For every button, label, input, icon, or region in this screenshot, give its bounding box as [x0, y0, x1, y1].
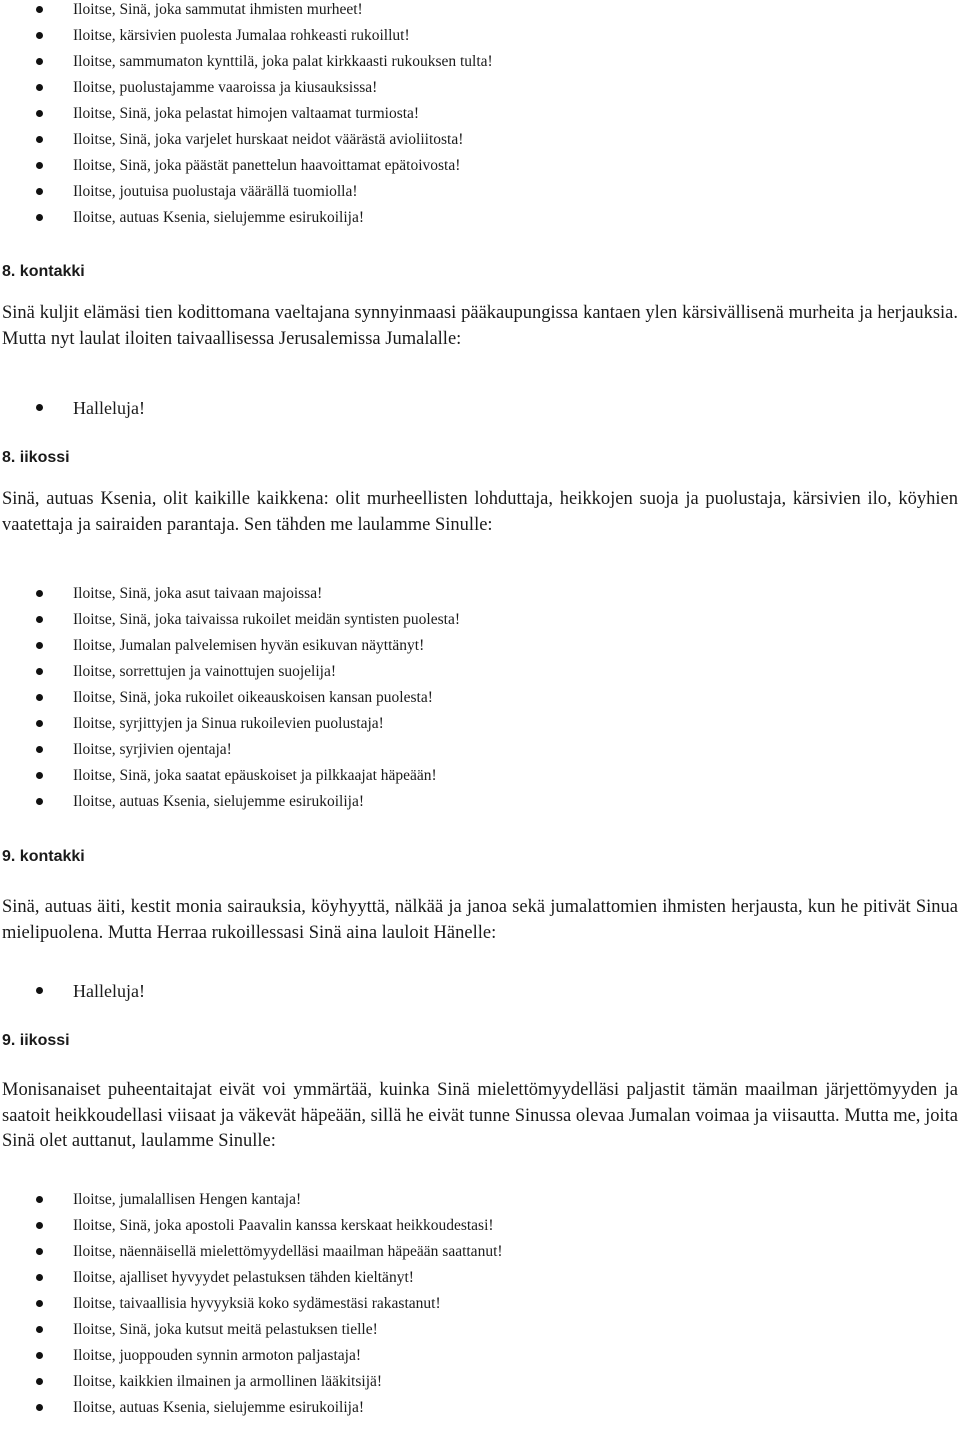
- bullet-icon: [36, 136, 43, 143]
- list-item: [0, 127, 960, 153]
- list-item-text: Iloitse, Sinä, joka pelastat himojen valtaamat turmiosta!: [73, 105, 420, 122]
- bullet-icon: [36, 110, 43, 117]
- bullet-icon: [36, 720, 43, 727]
- list-item-text: Iloitse, näennäisellä mielettömyydelläsi maailman häpeään saattanut!: [73, 1243, 503, 1260]
- list-item: [0, 153, 960, 179]
- list-item-text: Iloitse, sorrettujen ja vainottujen suojelija!: [73, 663, 337, 680]
- bullet-icon: [36, 1196, 43, 1203]
- list-item-text: Iloitse, Sinä, joka saatat epäuskoiset ja pilkkaajat häpeään!: [73, 767, 437, 784]
- list-item-text: Iloitse, taivaallisia hyvyyksiä koko sydämestäsi rakastanut!: [73, 1295, 441, 1312]
- list-item-text: Iloitse, joutuisa puolustaja väärällä tuomiolla!: [73, 183, 358, 200]
- list-item-text: Iloitse, Sinä, joka päästät panettelun haavoittamat epätoivosta!: [73, 157, 461, 174]
- bullet-icon: [36, 590, 43, 597]
- bullet-icon: [36, 58, 43, 65]
- bullet-icon: [36, 6, 43, 13]
- list-item: [0, 179, 960, 205]
- list-item: [0, 789, 960, 815]
- list-item: [0, 633, 960, 659]
- list-item-text: Iloitse, Sinä, joka asut taivaan majoissa!: [73, 585, 323, 602]
- list-item-text: Iloitse, autuas Ksenia, sielujemme esirukoilija!: [73, 209, 364, 226]
- list-item: [0, 737, 960, 763]
- list-item-text: Iloitse, juoppouden synnin armoton paljastaja!: [73, 1347, 361, 1364]
- intro-bullet-list: [0, 0, 960, 231]
- section-heading-kontakki-9: 9. kontakki: [2, 848, 85, 865]
- bullet-icon: [36, 772, 43, 779]
- bullet-icon: [36, 214, 43, 221]
- list-item: [0, 685, 960, 711]
- bullet-icon: [36, 668, 43, 675]
- bullet-icon: [36, 1300, 43, 1307]
- list-item: [0, 1343, 960, 1369]
- kontakki-8-alleluia-list: [0, 393, 960, 423]
- section-heading-kontakki-8: 8. kontakki: [2, 263, 85, 280]
- bullet-icon: [36, 798, 43, 805]
- list-item: [0, 49, 960, 75]
- list-item-text: Iloitse, ajalliset hyvyydet pelastuksen tähden kieltänyt!: [73, 1269, 414, 1286]
- list-item-text: Iloitse, syrjivien ojentaja!: [73, 741, 232, 758]
- bullet-icon: [36, 642, 43, 649]
- ikossi-8-bullet-list: [0, 581, 960, 815]
- list-item: [0, 0, 960, 23]
- section-heading-ikossi-9: 9. iikossi: [2, 1032, 70, 1049]
- list-item-text: Iloitse, jumalallisen Hengen kantaja!: [73, 1191, 302, 1208]
- list-item: [0, 763, 960, 789]
- bullet-icon: [36, 1326, 43, 1333]
- list-item-text: Iloitse, Sinä, joka kutsut meitä pelastuksen tielle!: [73, 1321, 378, 1338]
- list-item: [0, 1317, 960, 1343]
- list-item-text: Iloitse, kaikkien ilmainen ja armollinen lääkitsijä!: [73, 1373, 383, 1390]
- list-item: [0, 711, 960, 737]
- bullet-icon: [36, 1352, 43, 1359]
- list-item-text: Iloitse, Sinä, joka varjelet hurskaat neidot väärästä avioliitosta!: [73, 131, 464, 148]
- list-item: [0, 101, 960, 127]
- list-item: [0, 976, 960, 1006]
- bullet-icon: [36, 746, 43, 753]
- list-item: [0, 75, 960, 101]
- bullet-icon: [36, 404, 43, 411]
- list-item: [0, 659, 960, 685]
- list-item-text: Iloitse, kärsivien puolesta Jumalaa rohkeasti rukoillut!: [73, 27, 410, 44]
- list-item-text: Iloitse, Sinä, joka rukoilet oikeauskoisen kansan puolesta!: [73, 689, 433, 706]
- list-item: [0, 1291, 960, 1317]
- bullet-icon: [36, 1248, 43, 1255]
- list-item: [0, 393, 960, 423]
- list-item: [0, 1369, 960, 1395]
- list-item-text: Iloitse, Jumalan palvelemisen hyvän esikuvan näyttänyt!: [73, 637, 425, 654]
- bullet-icon: [36, 1222, 43, 1229]
- list-item: [0, 1265, 960, 1291]
- list-item: [0, 1395, 960, 1421]
- bullet-icon: [36, 1274, 43, 1281]
- list-item: [0, 581, 960, 607]
- bullet-icon: [36, 188, 43, 195]
- bullet-icon: [36, 987, 43, 994]
- kontakki-9-text: Sinä, autuas äiti, kestit monia sairauksia, köyhyyttä, nälkää ja janoa sekä jumalattomien ihmisten herjausta, kun he pitivät Sinua mielipuolena. Mutta Herraa rukoillessasi Sinä aina lauloit Hänelle:: [2, 897, 958, 943]
- bullet-icon: [36, 694, 43, 701]
- bullet-icon: [36, 32, 43, 39]
- kontakki-8-text: Sinä kuljit elämäsi tien kodittomana vaeltajana synnyinmaasi pääkaupungissa kantaen ylen kärsivällisenä murheita ja herjauksia. Mutta nyt laulat iloiten taivaallisessa Jerusalemissa Jumalalle:: [2, 303, 958, 349]
- ikossi-9-bullet-list: [0, 1187, 960, 1421]
- list-item-text: Iloitse, autuas Ksenia, sielujemme esirukoilija!: [73, 793, 364, 810]
- list-item: [0, 1239, 960, 1265]
- list-item-text: Iloitse, puolustajamme vaaroissa ja kiusauksissa!: [73, 79, 378, 96]
- ikossi-8-text: Sinä, autuas Ksenia, olit kaikille kaikkena: olit murheellisten lohduttaja, heikkojen suoja ja puolustaja, kärsivien ilo, köyhien vaatettaja ja sairaiden parantaja. Sen tähden me laulamme Sinulle:: [2, 489, 958, 535]
- alleluia-text: Halleluja!: [73, 398, 145, 418]
- bullet-icon: [36, 1378, 43, 1385]
- ikossi-9-text: Monisanaiset puheentaitajat eivät voi ymmärtää, kuinka Sinä mielettömyydelläsi paljastit tämän maailman järjettömyyden ja saatoit heikkoudellasi viisaat ja väkevät häpeään, sillä he eivät tunne Sinussa olevaa Jumalan voimaa ja viisautta. Mutta me, joita Sinä olet auttanut, laulamme Sinulle:: [2, 1080, 958, 1151]
- list-item-text: Iloitse, Sinä, joka sammutat ihmisten murheet!: [73, 1, 363, 18]
- list-item: [0, 607, 960, 633]
- list-item-text: Iloitse, syrjittyjen ja Sinua rukoilevien puolustaja!: [73, 715, 384, 732]
- bullet-icon: [36, 162, 43, 169]
- list-item: [0, 205, 960, 231]
- alleluia-text: Halleluja!: [73, 981, 145, 1001]
- bullet-icon: [36, 1404, 43, 1411]
- list-item: [0, 23, 960, 49]
- list-item-text: Iloitse, sammumaton kynttilä, joka palat kirkkaasti rukouksen tulta!: [73, 53, 493, 70]
- list-item-text: Iloitse, autuas Ksenia, sielujemme esirukoilija!: [73, 1399, 364, 1416]
- bullet-icon: [36, 84, 43, 91]
- list-item: [0, 1213, 960, 1239]
- list-item-text: Iloitse, Sinä, joka apostoli Paavalin kanssa kerskaat heikkoudestasi!: [73, 1217, 494, 1234]
- kontakki-9-alleluia-list: [0, 976, 960, 1006]
- bullet-icon: [36, 616, 43, 623]
- list-item: [0, 1187, 960, 1213]
- section-heading-ikossi-8: 8. iikossi: [2, 449, 70, 466]
- list-item-text: Iloitse, Sinä, joka taivaissa rukoilet meidän syntisten puolesta!: [73, 611, 460, 628]
